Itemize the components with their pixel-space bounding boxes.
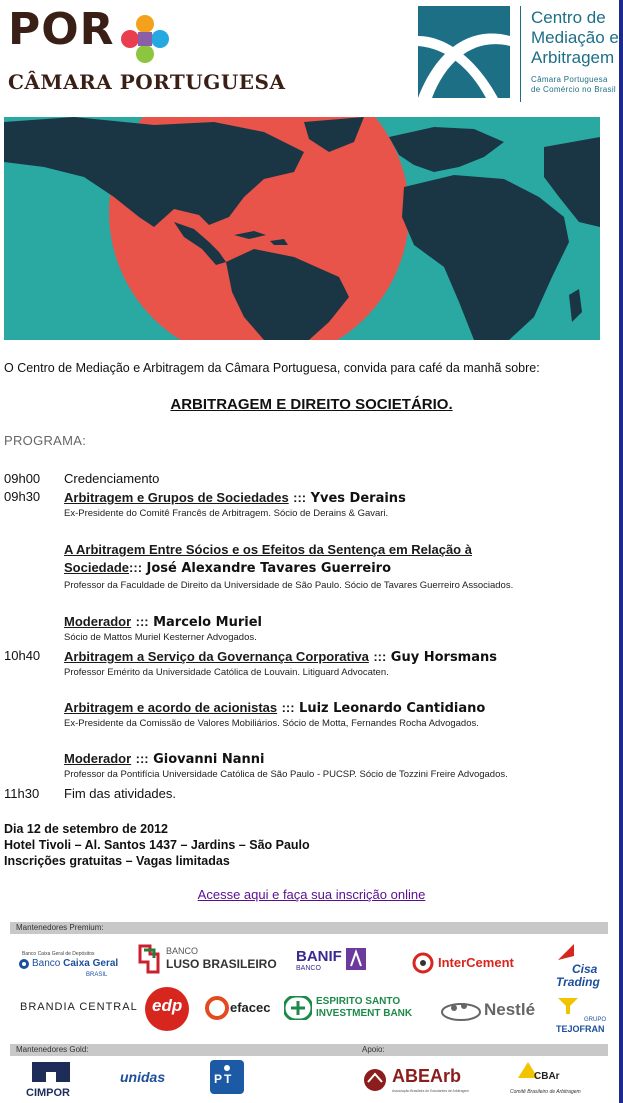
cisa-trading-sub: Trading	[556, 975, 600, 989]
tejofran-icon	[556, 994, 580, 1014]
intercement-icon	[412, 952, 434, 974]
separator: :::	[135, 614, 149, 629]
tejofran-logo: TEJOFRAN	[556, 1024, 605, 1034]
speaker-name: Giovanni Nanni	[153, 752, 265, 767]
program-item-5	[64, 699, 485, 717]
cisa-icon	[556, 942, 576, 964]
time-1130: 11h30	[4, 786, 40, 801]
event-note: Inscrições gratuitas – Vagas limitadas	[4, 854, 230, 868]
world-map-banner	[4, 117, 600, 340]
centro-mediacao-logo	[418, 6, 510, 98]
pt-logo-text: PT	[214, 1072, 234, 1086]
espirito-santo-icon	[284, 996, 312, 1020]
centro-name: Centro de Mediação e Arbitragem	[531, 8, 619, 67]
speaker-name: Yves Derains	[310, 491, 406, 506]
separator: :::	[135, 751, 149, 766]
por-logo-text: POR	[8, 4, 115, 55]
camara-portuguesa-title: CÂMARA PORTUGUESA	[8, 70, 286, 94]
nestle-nest-icon	[440, 996, 482, 1022]
separator: :::	[281, 700, 295, 715]
speaker-name: Guy Horsmans	[390, 650, 497, 665]
programa-heading: PROGRAMA:	[4, 433, 87, 448]
program-item-6	[64, 750, 265, 768]
premium-label: Mantenedores Premium:	[16, 923, 104, 932]
talk-title: Moderador	[64, 751, 132, 766]
banif-sub: BANCO	[296, 965, 321, 972]
right-frame-border	[619, 0, 623, 1103]
banif-icon	[346, 948, 366, 970]
program-item-fim: Fim das atividades.	[64, 786, 176, 801]
registration-link[interactable]: Acesse aqui e faça sua inscrição online	[197, 887, 426, 902]
cisa-trading-logo: Cisa	[572, 962, 598, 976]
gold-label: Mantenedores Gold:	[16, 1045, 89, 1054]
speaker-name: José Alexandre Tavares Guerreiro	[146, 561, 392, 576]
premium-sponsors-bar	[10, 922, 608, 934]
caixa-small-text: Banco Caixa Geral de Depósitos	[22, 951, 95, 957]
talk-title: A Arbitragem Entre Sócios e os Efeitos da Sentença em Relação à	[64, 542, 472, 557]
speaker-name: Marcelo Muriel	[153, 615, 262, 630]
separator: :::	[129, 560, 143, 575]
event-date: Dia 12 de setembro de 2012	[4, 822, 168, 836]
program-item-credenciamento: Credenciamento	[64, 471, 160, 486]
luso-banco: BANCO	[166, 946, 199, 956]
tejofran-sub: GRUPO	[584, 1017, 607, 1023]
cimpor-logo: CIMPOR	[26, 1087, 70, 1099]
banif-logo: BANIF	[296, 948, 342, 965]
efacec-icon	[205, 996, 229, 1020]
caixa-brasil: BRASIL	[86, 972, 108, 978]
talk-title: Moderador	[64, 614, 132, 629]
por-cross-icon	[120, 14, 170, 64]
event-place: Hotel Tivoli – Al. Santos 1437 – Jardins – São Paulo	[4, 838, 310, 852]
program-item-2	[64, 542, 472, 577]
luso-brasileiro: LUSO BRASILEIRO	[166, 957, 277, 971]
speaker-bio: Sócio de Mattos Muriel Kesterner Advogados.	[64, 632, 257, 643]
abearb-icon	[362, 1068, 388, 1092]
program-item-1	[64, 489, 406, 507]
gold-sponsors-bar	[10, 1044, 608, 1056]
caixa-logo-icon	[18, 958, 30, 970]
event-title: ARBITRAGEM E DIREITO SOCIETÁRIO.	[170, 396, 453, 413]
nestle-logo: Nestlé	[484, 1000, 536, 1019]
separator: :::	[293, 490, 307, 505]
efacec-logo: efacec	[230, 1000, 271, 1015]
brandia-central-logo: BRANDIA CENTRAL	[20, 1001, 138, 1013]
speaker-bio: Professor da Faculdade de Direito da Universidade de São Paulo. Sócio de Tavares Guerreiro Associados.	[64, 580, 514, 591]
talk-title: Arbitragem e Grupos de Sociedades	[64, 490, 289, 505]
cbar-logo: CBAr	[534, 1071, 560, 1082]
time-0930: 09h30	[4, 489, 41, 504]
time-1040: 10h40	[4, 648, 41, 663]
cbar-sub: Comitê Brasileiro de Arbitragem	[510, 1089, 581, 1095]
apoio-label: Apoio:	[362, 1045, 385, 1054]
talk-title-cont: Sociedade	[64, 560, 130, 575]
intercement-logo: InterCement	[438, 955, 514, 970]
centro-divider	[520, 6, 521, 102]
time-0900: 09h00	[4, 471, 41, 486]
program-item-4	[64, 648, 497, 666]
speaker-bio: Professor da Pontifícia Universidade Católica de São Paulo - PUCSP. Sócio de Tozzini Freire Advogados.	[64, 769, 508, 780]
talk-title: Arbitragem e acordo de acionistas	[64, 700, 278, 715]
edp-text: edp	[152, 996, 183, 1015]
speaker-bio: Ex-Presidente do Comitê Francês de Arbitragem. Sócio de Derains & Gavari.	[64, 508, 389, 519]
speaker-bio: Ex-Presidente da Comissão de Valores Mobiliários. Sócio de Motta, Fernandes Rocha Advogados.	[64, 718, 479, 729]
invite-intro: O Centro de Mediação e Arbitragem da Câmara Portuguesa, convida para café da manhã sobre:	[4, 361, 540, 375]
caixa-geral-logo: Banco Caixa Geral	[32, 958, 119, 969]
espirito-santo-logo: ESPIRITO SANTO INVESTMENT BANK	[316, 996, 413, 1019]
cimpor-icon	[28, 1058, 74, 1086]
speaker-name: Luiz Leonardo Cantidiano	[299, 701, 486, 716]
abearb-logo: ABEArb	[392, 1066, 462, 1086]
separator: :::	[373, 649, 387, 664]
centro-subtitle: Câmara Portuguesa de Comércio no Brasil	[531, 75, 616, 94]
unidas-logo: unidas	[120, 1069, 166, 1085]
speaker-bio: Professor Emérito da Universidade Católica de Louvain. Litiguard Advocaten.	[64, 667, 389, 678]
abearb-sub: Associação Brasileira de Estudantes de Arbitragem	[392, 1089, 470, 1093]
program-item-3	[64, 613, 262, 631]
luso-logo-icon	[136, 944, 164, 974]
talk-title: Arbitragem a Serviço da Governança Corporativa	[64, 649, 369, 664]
